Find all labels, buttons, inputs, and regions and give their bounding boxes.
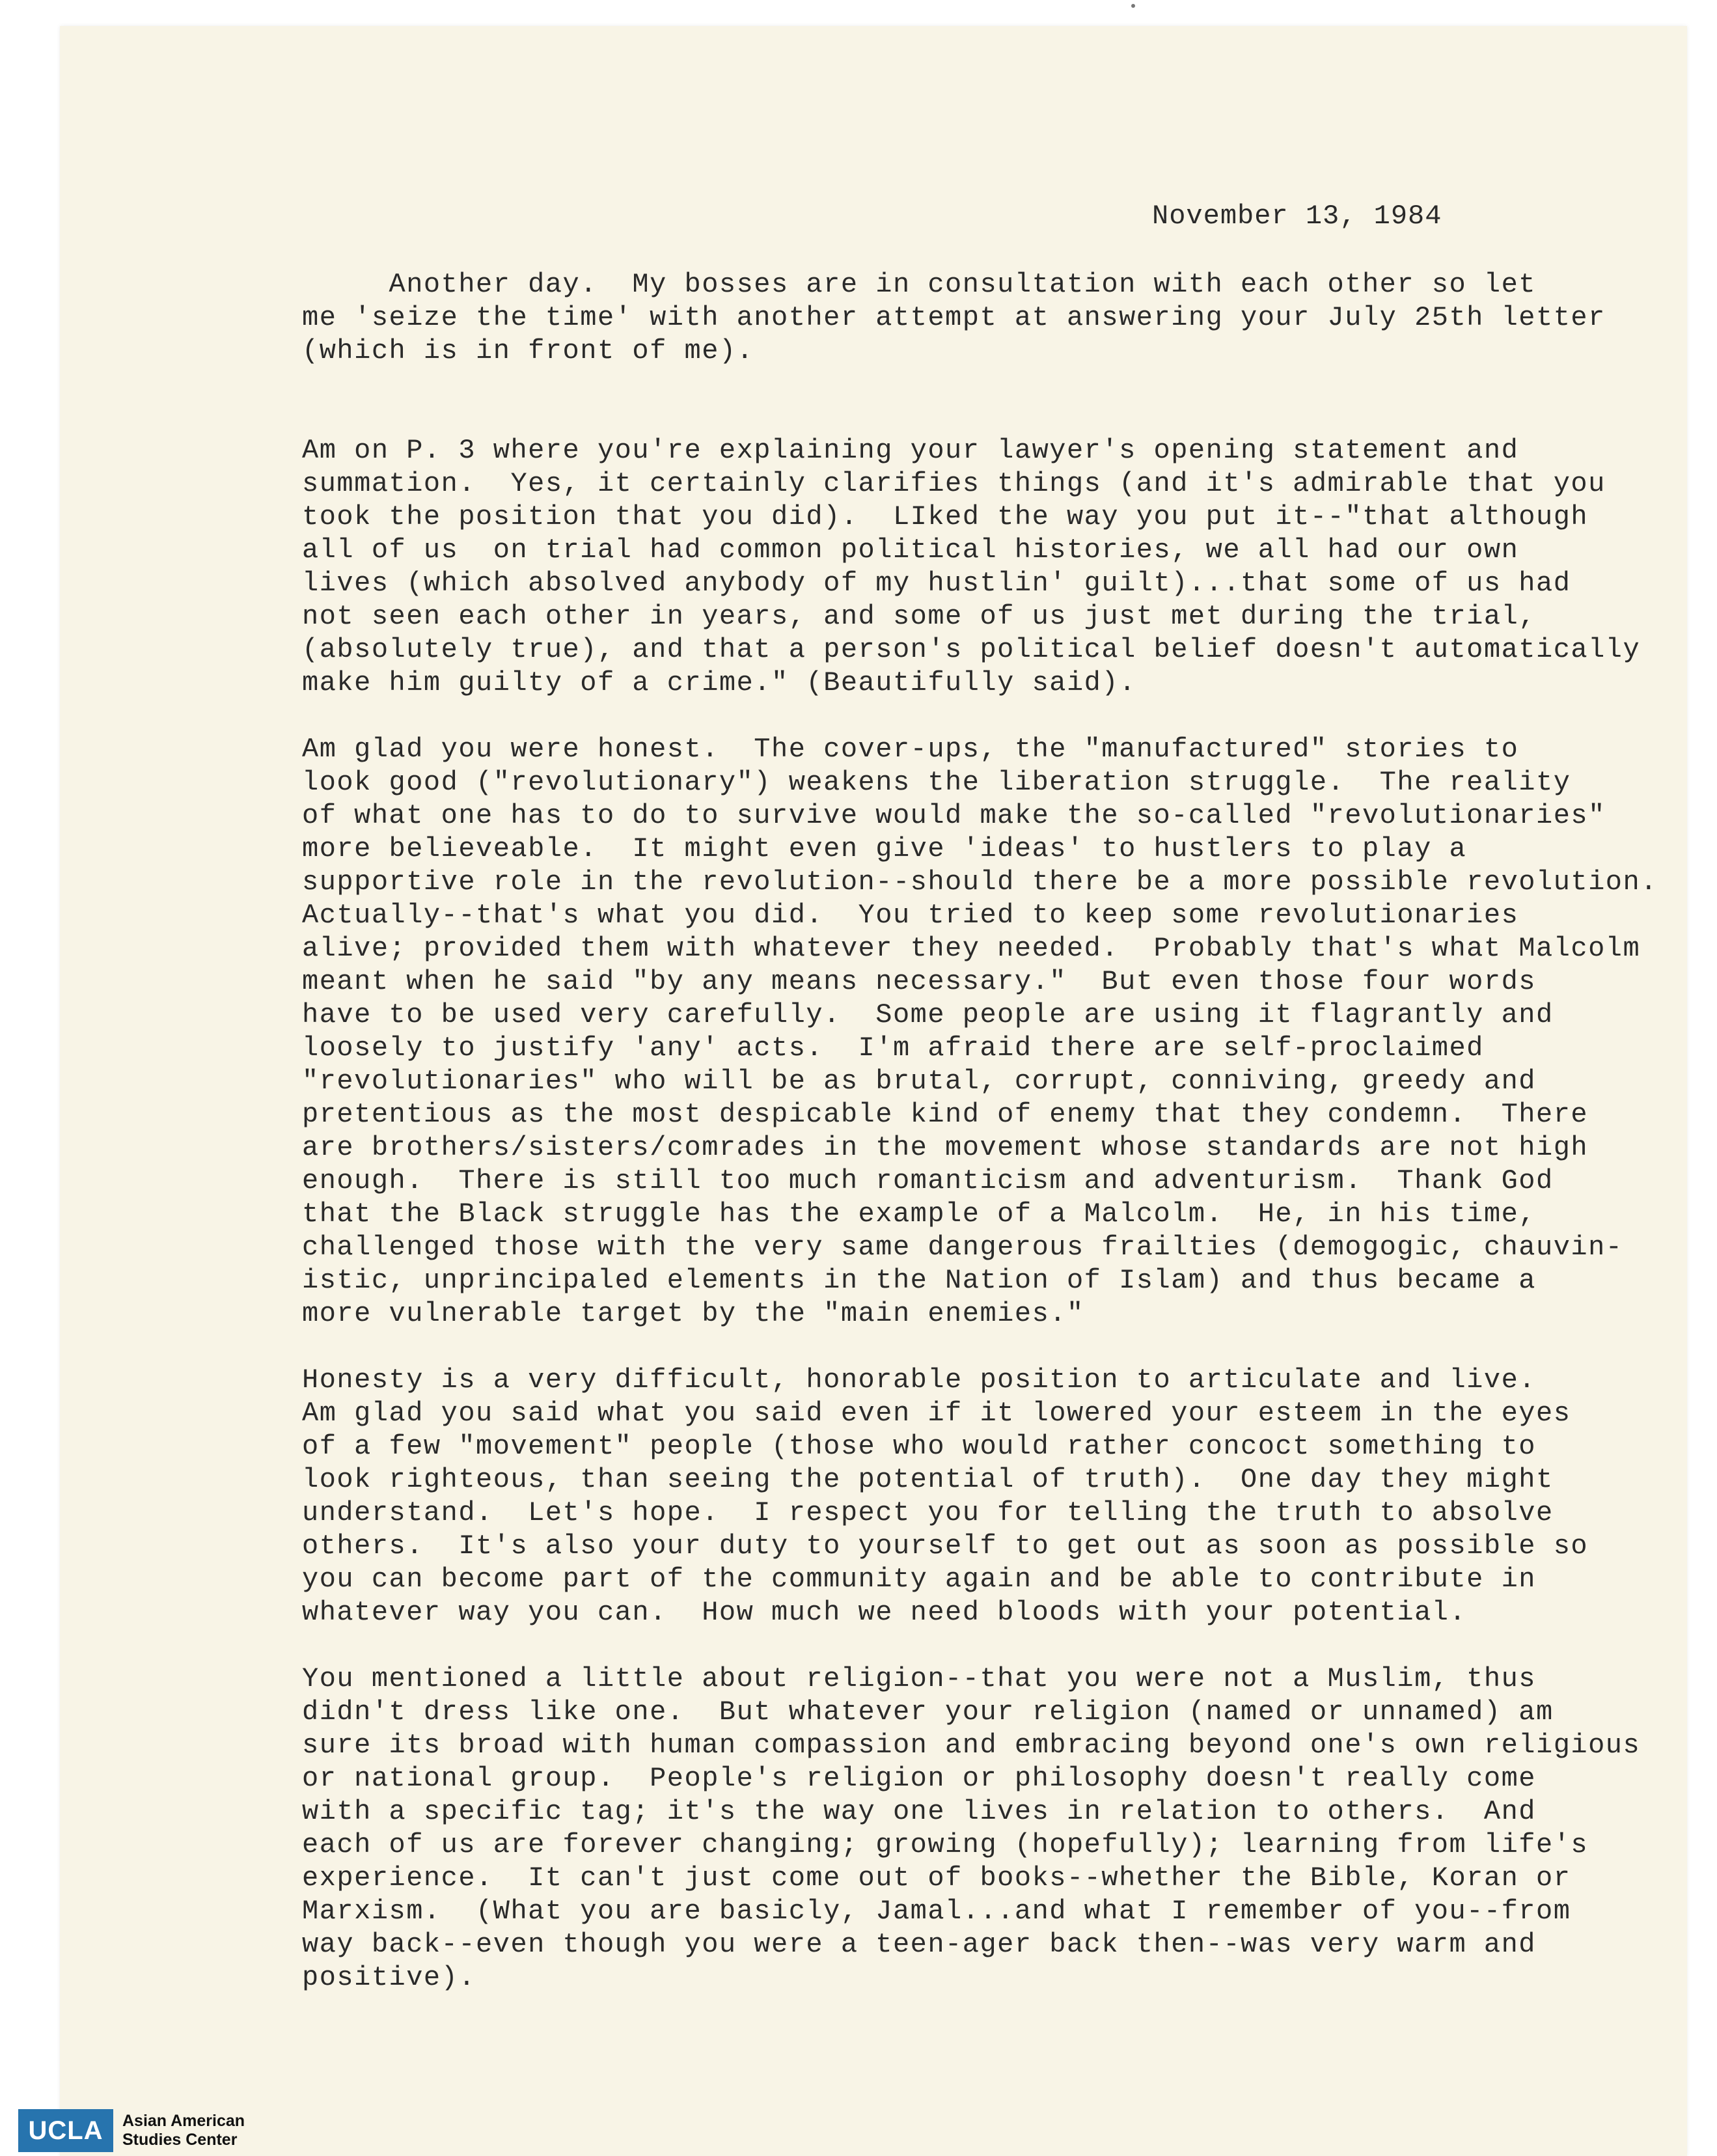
text-line: me 'seize the time' with another attempt at answering your July 25th letter: [302, 302, 1606, 333]
text-line: sure its broad with human compassion and embracing beyond one's own religious: [302, 1730, 1641, 1761]
text-line: You mentioned a little about religion--that you were not a Muslim, thus: [302, 1663, 1536, 1694]
text-line: all of us on trial had common political histories, we all had our own: [302, 534, 1519, 566]
ucla-aasc-logo: [18, 2108, 245, 2153]
text-line: look righteous, than seeing the potential of truth). One day they might: [302, 1464, 1554, 1495]
text-line: loosely to justify 'any' acts. I'm afraid there are self-proclaimed: [302, 1032, 1484, 1064]
text-line: alive; provided them with whatever they needed. Probably that's what Malcolm: [302, 933, 1641, 964]
text-line: that the Black struggle has the example of a Malcolm. He, in his time,: [302, 1198, 1536, 1230]
text-line: with a specific tag; it's the way one lives in relation to others. And: [302, 1796, 1536, 1827]
text-line: positive).: [302, 1962, 476, 1993]
text-line: or national group. People's religion or philosophy doesn't really come: [302, 1763, 1536, 1794]
text-line: whatever way you can. How much we need bloods with your potential.: [302, 1597, 1467, 1628]
page-speck: [1131, 4, 1135, 8]
paragraph-4: [302, 1364, 1604, 1629]
text-line: Honesty is a very difficult, honorable position to articulate and live.: [302, 1364, 1536, 1396]
logo-line-1: Asian American: [122, 2112, 245, 2130]
text-line: each of us are forever changing; growing (hopefully); learning from life's: [302, 1829, 1589, 1860]
paragraph-gap: [302, 1331, 1604, 1364]
text-line: challenged those with the very same dangerous frailties (demogogic, chauvin-: [302, 1232, 1623, 1263]
paragraph-3: [302, 733, 1658, 1331]
paragraph-gap: [302, 700, 1604, 733]
letter-body: [302, 268, 1658, 1995]
paragraph-gap: [302, 368, 1604, 434]
text-line: took the position that you did). LIked the way you put it--"that although: [302, 501, 1589, 532]
text-line: meant when he said "by any means necessary." But even those four words: [302, 966, 1536, 997]
text-line: supportive role in the revolution--should there be a more possible revolution.: [302, 866, 1658, 898]
text-line: you can become part of the community again and be able to contribute in: [302, 1564, 1536, 1595]
text-line: look good ("revolutionary") weakens the liberation struggle. The reality: [302, 767, 1571, 798]
text-line: Am on P. 3 where you're explaining your lawyer's opening statement and: [302, 435, 1519, 466]
text-line: Actually--that's what you did. You tried to keep some revolutionaries: [302, 900, 1519, 931]
text-line: Am glad you were honest. The cover-ups, the "manufactured" stories to: [302, 734, 1519, 765]
text-line: Marxism. (What you are basicly, Jamal...and what I remember of you--from: [302, 1896, 1571, 1927]
text-line: make him guilty of a crime." (Beautifully said).: [302, 667, 1136, 698]
paragraph-2: [302, 434, 1641, 700]
text-line: summation. Yes, it certainly clarifies things (and it's admirable that you: [302, 468, 1606, 499]
text-line: of what one has to do to survive would make the so-called "revolutionaries": [302, 800, 1606, 831]
paragraph-5: [302, 1663, 1641, 1995]
text-line: "revolutionaries" who will be as brutal, corrupt, conniving, greedy and: [302, 1066, 1536, 1097]
text-line: understand. Let's hope. I respect you for telling the truth to absolve: [302, 1497, 1554, 1528]
paragraph-gap: [302, 1629, 1604, 1663]
ucla-logo-mark: UCLA: [18, 2109, 113, 2152]
text-line: others. It's also your duty to yourself to get out as soon as possible so: [302, 1530, 1589, 1562]
text-line: didn't dress like one. But whatever your religion (named or unnamed) am: [302, 1696, 1554, 1728]
text-line: Another day. My bosses are in consultation with each other so let: [302, 269, 1536, 300]
text-line: not seen each other in years, and some of us just met during the trial,: [302, 601, 1536, 632]
text-line: have to be used very carefully. Some people are using it flagrantly and: [302, 999, 1554, 1030]
paragraph-1: [302, 268, 1604, 368]
logo-line-2: Studies Center: [122, 2131, 238, 2149]
logo-wordmark: [122, 2112, 245, 2149]
text-line: experience. It can't just come out of books--whether the Bible, Koran or: [302, 1862, 1571, 1894]
text-line: Am glad you said what you said even if it lowered your esteem in the eyes: [302, 1398, 1571, 1429]
text-line: of a few "movement" people (those who would rather concoct something to: [302, 1431, 1536, 1462]
text-line: are brothers/sisters/comrades in the movement whose standards are not high: [302, 1132, 1589, 1163]
text-line: istic, unprincipaled elements in the Nation of Islam) and thus became a: [302, 1265, 1536, 1296]
text-line: more vulnerable target by the "main enemies.": [302, 1298, 1084, 1329]
letter-date: November 13, 1984: [1152, 200, 1442, 232]
text-line: (absolutely true), and that a person's political belief doesn't automatically: [302, 634, 1641, 665]
text-line: (which is in front of me).: [302, 335, 754, 366]
text-line: lives (which absolved anybody of my hustlin' guilt)...that some of us had: [302, 568, 1571, 599]
text-line: way back--even though you were a teen-ager back then--was very warm and: [302, 1929, 1536, 1960]
text-line: enough. There is still too much romanticism and adventurism. Thank God: [302, 1165, 1554, 1196]
text-line: more believeable. It might even give 'ideas' to hustlers to play a: [302, 833, 1467, 864]
text-line: pretentious as the most despicable kind of enemy that they condemn. There: [302, 1099, 1589, 1130]
